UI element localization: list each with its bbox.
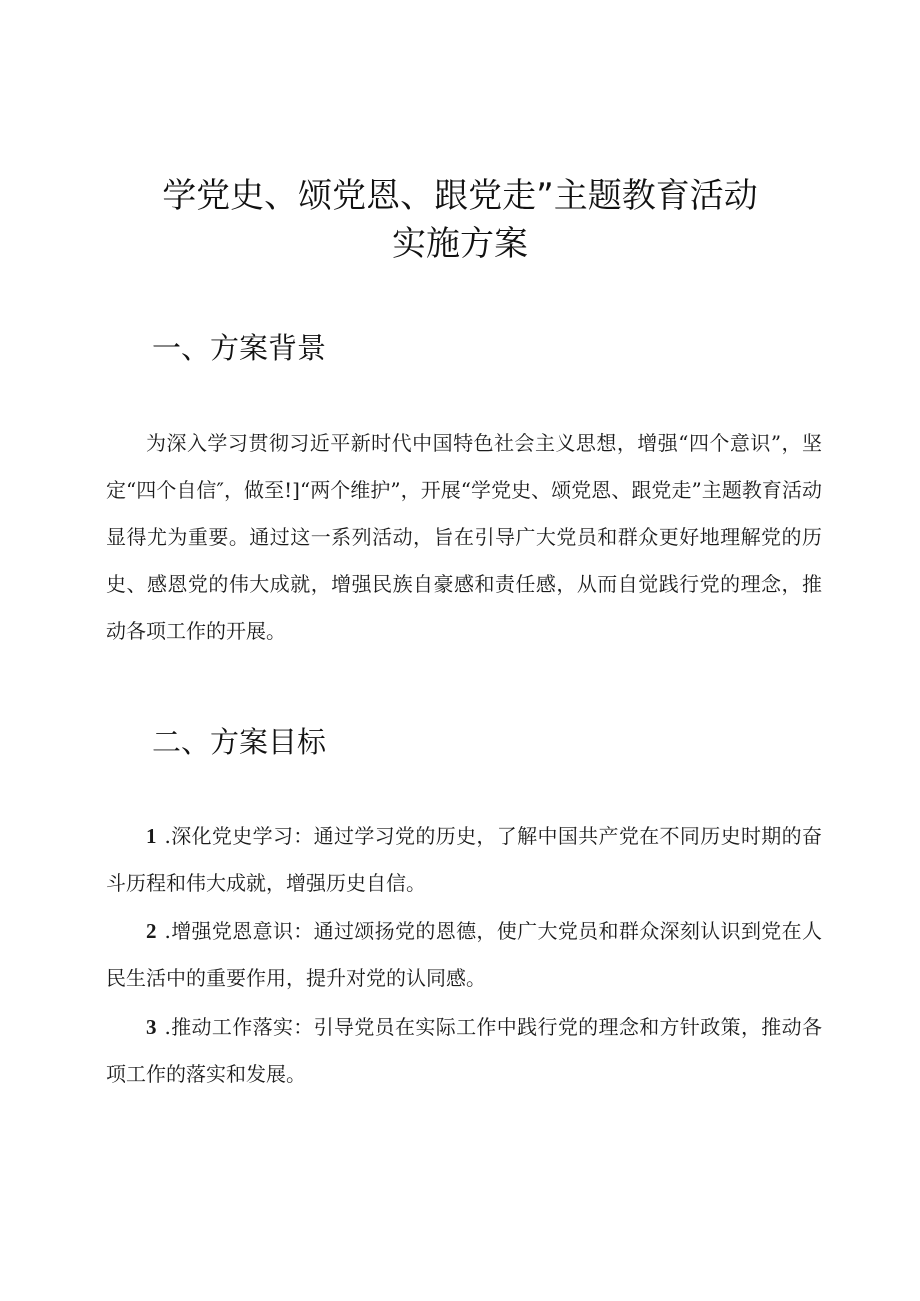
goal-number: 1 xyxy=(146,824,157,848)
background-paragraph: 为深入学习贯彻习近平新时代中国特色社会主义思想，增强“四个意识”，坚定“四个自信″，做至!]“两个维护”，开展“学党史、颂党恩、跟党走”主题教育活动显得尤为重要。通过这一系列活动，旨在引导广大党员和群众更好地理解党的历史、感恩党的伟大成就，增强民族自豪感和责任感，从而自觉践行党的理念，推动各项工作的开展。 xyxy=(106,431,822,643)
goal-text: .增强党恩意识：通过颂扬党的恩德，使广大党员和群众深刻认识到党在人民生活中的重要作用，提升对党的认同感。 xyxy=(106,919,822,990)
goal-number: 2 xyxy=(146,919,157,943)
goal-text: .推动工作落实：引导党员在实际工作中践行党的理念和方针政策，推动各项工作的落实和发展。 xyxy=(106,1015,822,1086)
document-title-line-2: 实施方案 xyxy=(392,224,528,264)
goal-item-2 xyxy=(106,908,822,1002)
goal-item-1 xyxy=(106,813,822,907)
goal-item-3 xyxy=(106,1004,822,1098)
section-heading-background: 一、方案背景 xyxy=(152,331,327,365)
goal-text: .深化党史学习：通过学习党的历史，了解中国共产党在不同历史时期的奋斗历程和伟大成就，增强历史自信。 xyxy=(106,824,822,895)
document-title-line-1: 学党史、颂党恩、跟党走”主题教育活动 xyxy=(162,176,758,216)
goal-number: 3 xyxy=(146,1015,157,1039)
section-heading-goals: 二、方案目标 xyxy=(152,725,327,759)
